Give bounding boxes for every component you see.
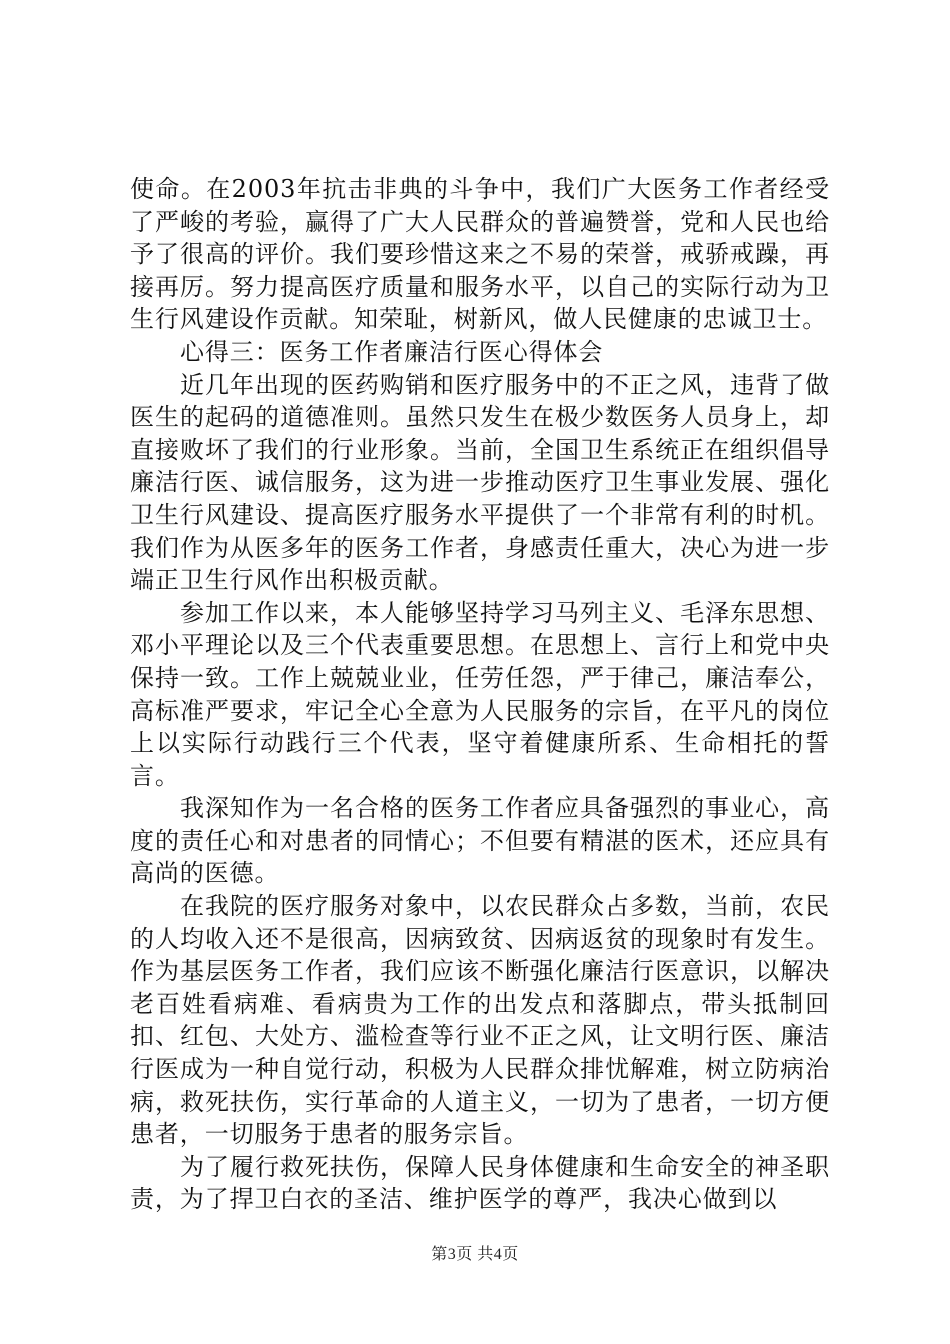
paragraph: 我深知作为一名合格的医务工作者应具备强烈的事业心，高度的责任心和对患者的同情心；不但要有精湛的医术，还应具有高尚的医德。: [130, 794, 830, 888]
paragraph: 近几年出现的医药购销和医疗服务中的不正之风，违背了做医生的起码的道德准则。虽然只发生在极少数医务人员身上，却直接败坏了我们的行业形象。当前，全国卫生系统正在组织倡导廉洁行医、诚信服务，这为进一步推动医疗卫生事业发展、强化卫生行风建设、提高医疗服务水平提供了一个非常有利的时机。我们作为从医多年的医务工作者，身感责任重大，决心为进一步端正卫生行风作出积极贡献。: [130, 370, 830, 595]
section-heading: 心得三：医务工作者廉洁行医心得体会: [180, 337, 604, 366]
paragraph: 为了履行救死扶伤，保障人民身体健康和生命安全的神圣职责，为了捍卫白衣的圣洁、维护医学的尊严，我决心做到以: [130, 1152, 830, 1214]
page-number-footer: 第3页 共4页: [431, 1246, 519, 1263]
document-body: [130, 173, 830, 1216]
paragraph: 在我院的医疗服务对象中，以农民群众占多数，当前，农民的人均收入还不是很高，因病致贫、因病返贫的现象时有发生。作为基层医务工作者，我们应该不断强化廉洁行医意识，以解决老百姓看病难、看病贵为工作的出发点和落脚点，带头抵制回扣、红包、大处方、滥检查等行业不正之风，让文明行医、廉洁行医成为一种自觉行动，积极为人民群众排忧解难，树立防病治病，救死扶伤，实行革命的人道主义，一切为了患者，一切方便患者，一切服务于患者的服务宗旨。: [130, 892, 830, 1149]
paragraph-continuation: 使命。在2003年抗击非典的斗争中，我们广大医务工作者经受了严峻的考验，赢得了广大人民群众的普遍赞誉，党和人民也给予了很高的评价。我们要珍惜这来之不易的荣誉，戒骄戒躁，再接再厉。努力提高医疗质量和服务水平，以自己的实际行动为卫生行风建设作贡献。知荣耻，树新风，做人民健康的忠诚卫士。: [130, 175, 830, 334]
paragraph: 参加工作以来，本人能够坚持学习马列主义、毛泽东思想、邓小平理论以及三个代表重要思想。在思想上、言行上和党中央保持一致。工作上兢兢业业，任劳任怨，严于律己，廉洁奉公，高标准严要求，牢记全心全意为人民服务的宗旨，在平凡的岗位上以实际行动践行三个代表，坚守着健康所系、生命相托的誓言。: [130, 598, 830, 790]
